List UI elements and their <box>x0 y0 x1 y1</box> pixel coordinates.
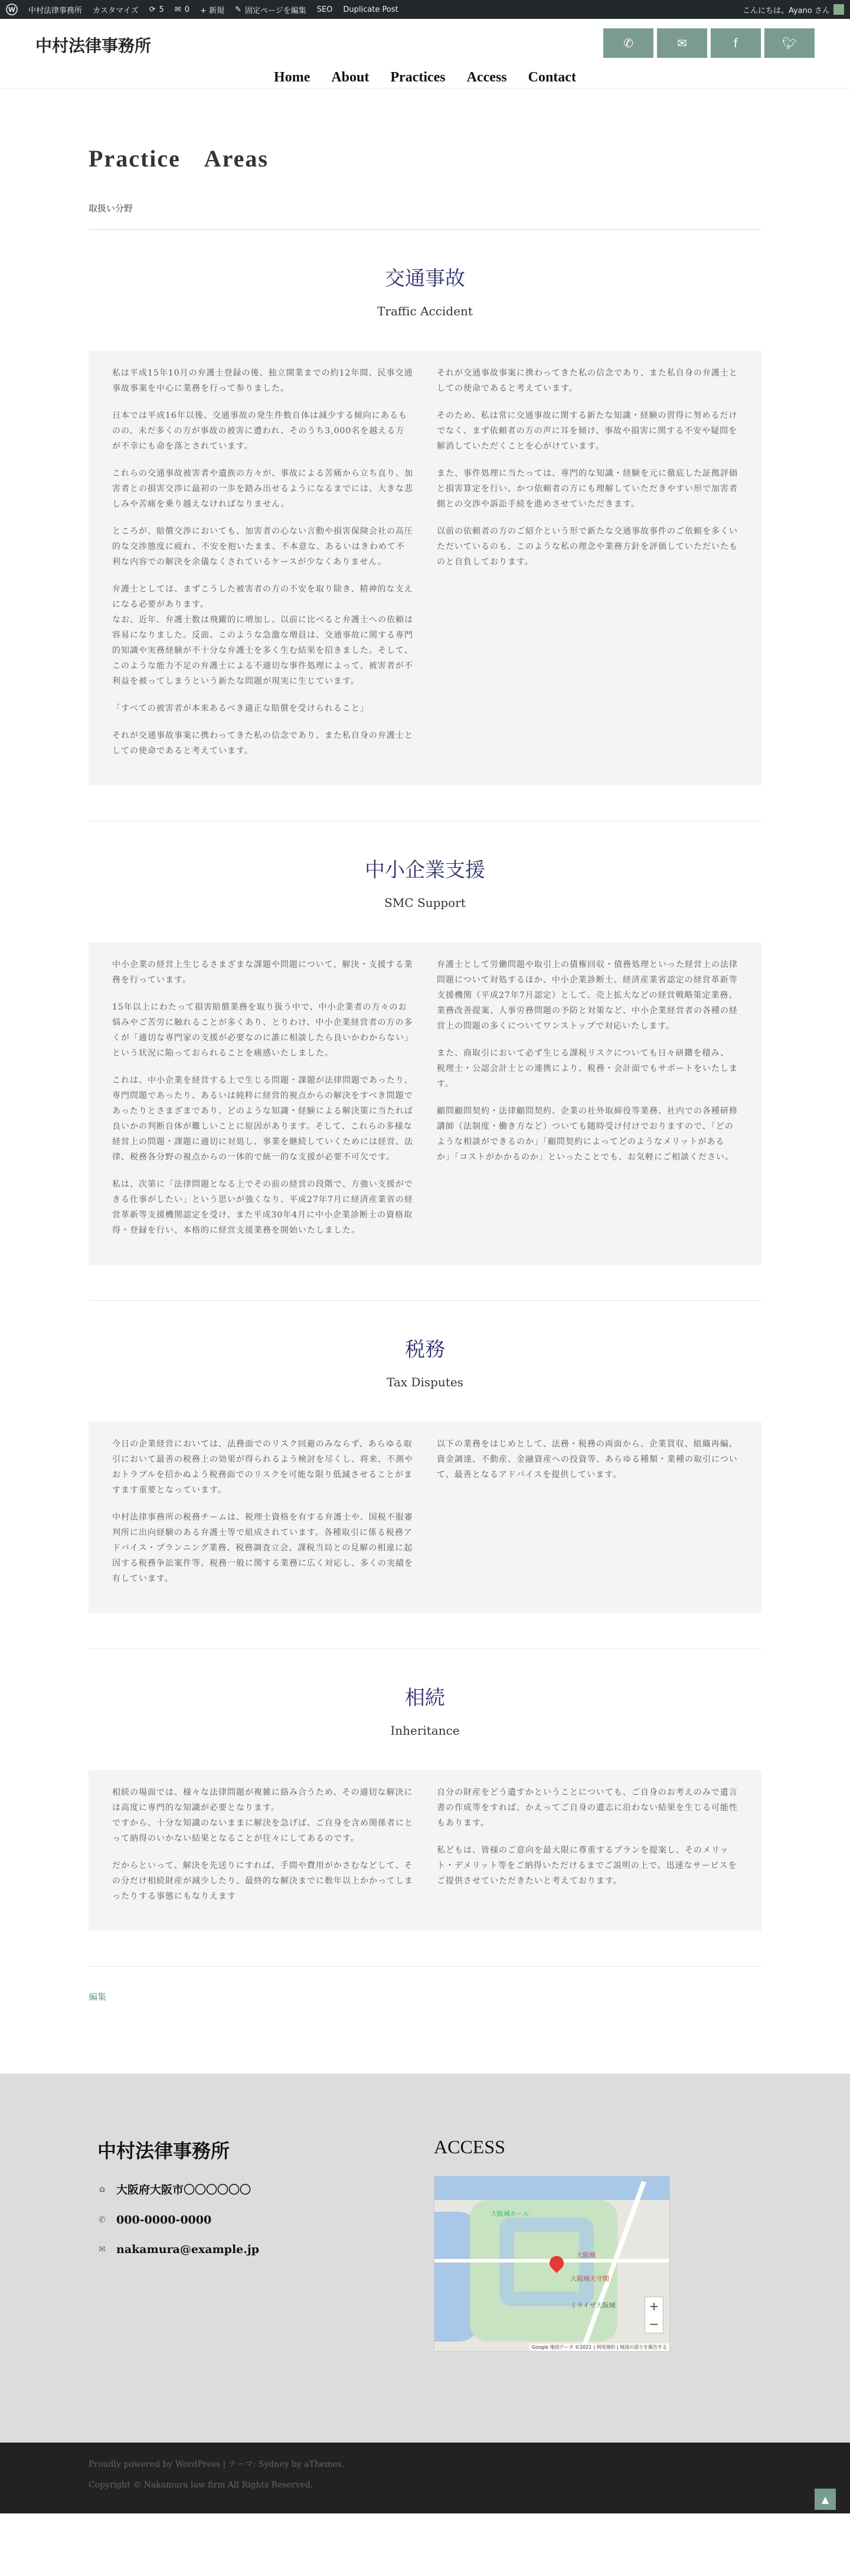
admin-updates[interactable]: ⟳ 5 <box>149 5 164 14</box>
paragraph: 中村法律事務所の税務チームは、税理士資格を有する弁護士や、国税不服審判所に出向経験のある弁護士等で組成されています。各種取引に係る税務アドバイス・プランニング業務、税務調査立会、課税当局との見解の相違に起因する税務争訟案件等、税務一般に関する業務に広く対応し、多くの実績を有しています。 <box>112 1513 413 1584</box>
paragraph: また、商取引において必ず生じる課税リスクについても日々研鑽を積み、税理士・公認会計士との連携により、税務・会計面でもサポートをいたします。 <box>437 1049 738 1089</box>
nav-about[interactable]: About <box>331 70 370 85</box>
comment-icon: ✉ <box>174 5 181 14</box>
map-water <box>434 2176 670 2200</box>
footer-access <box>434 2136 670 2352</box>
mail-icon: ✉ <box>99 2245 106 2254</box>
practice-section <box>89 1649 761 1967</box>
admin-edit-page[interactable]: ✎ 固定ページを編集 <box>235 5 306 15</box>
chevron-up-icon: ▲ <box>821 2493 829 2505</box>
admin-bar <box>0 0 850 19</box>
admin-seo[interactable]: SEO <box>316 5 333 14</box>
social-buttons <box>603 28 815 58</box>
section-title: 中小企業支援 <box>365 858 485 882</box>
nav-home[interactable]: Home <box>274 70 310 85</box>
map-attribution[interactable]: Google 地図データ ©2021 | 利用規約 | 地図の誤りを報告する <box>529 2343 669 2351</box>
section-body <box>89 351 761 785</box>
section-subtitle: Inheritance <box>390 1723 460 1738</box>
section-column-right <box>437 1785 738 1916</box>
edit-link[interactable]: 編集 <box>89 1991 107 2002</box>
practice-section <box>89 1301 761 1649</box>
paragraph: 顧問顧問契約・法律顧問契約、企業の社外取締役等業務、社内での各種研修講師（法制度・働き方など）ついても随時受け付けでおりますので、「どのような相談ができるのか」「顧問契約によってどのようなメリットがあるか」「コストがかかるのか」といったことでも、お気軽にご相談ください。 <box>437 1106 738 1162</box>
mail-icon[interactable]: ✉ <box>657 28 707 58</box>
practice-section <box>89 230 761 821</box>
paragraph: 弁護士としては、まずこうした被害者の方の不安を取り除き、精神的な支えになる必要があります。 なお、近年、弁護士数は飛躍的に増加し、以前に比べると弁護士への依頼は容易になりました。反面、このような急激な増員は、交通事故に関する専門的知識や実務経験が不十分な弁護士を多く生む結果を招きました。そして、このような能力不足の弁護士による不適切な事件処理によって、被害者が不利益を被ってしまうという新たな問題が現実に生じています。 <box>112 585 413 686</box>
breadcrumb: 取扱い分野 <box>89 202 761 230</box>
paragraph: 「すべての被害者が本来あるべき適正な賠償を受けられること」 <box>112 704 369 713</box>
section-column-left <box>112 957 413 1250</box>
map-label-pin: 大阪城 <box>576 2251 596 2259</box>
home-icon: ⌂ <box>99 2184 106 2194</box>
wordpress-logo-icon[interactable]: W <box>6 4 18 15</box>
nav-practices[interactable]: Practices <box>390 70 446 85</box>
paragraph: 私は、次第に「法律問題となる上でその前の経営の段階で、方強い支援ができる仕事がしたい」という思いが強くなり、平成27年7月に経済産業省の経営革新等支援機関認定を受け、また平成30年4月に中小企業診断士の資格取得・登録を行い、本格的に経営支援業務を開始いたしました。 <box>112 1180 413 1235</box>
section-body <box>89 1422 761 1613</box>
practice-section <box>89 821 761 1301</box>
paragraph: 私は平成15年10月の弁護士登録の後、独立開業までの約12年間、民事交通事故事案を中心に業務を行って参りました。 <box>112 368 413 393</box>
footer-widgets <box>0 2074 850 2443</box>
section-column-left <box>112 365 413 770</box>
paragraph: 自分の財産をどう遺すかということについても、ご自身のお考えのみで遺言書の作成等をすれば、かえってご自身の遺志に沿わない結果を生じる可能性もあります。 <box>437 1788 738 1828</box>
map-zoom-control <box>645 2297 663 2333</box>
page-title: Practice Areas <box>89 145 269 172</box>
twitter-icon[interactable]: 🐦︎ <box>764 28 815 58</box>
paragraph: これは、中小企業を経営する上で生じる問題・課題が法律問題であったり、専門問題であったり、あるいは純粋に経営的視点からの解決をすべき問題であったりとさまざまであり、どのような知識・経験による解決策に当たれば良いかの判断自体が難しいことに原因があります。そして、これらの多様な経営上の問題・課題に適切に対処し、事業を継続していくためには経営、法律、税務各分野の視点からの一体的で統一的な支援が必要不可欠です。 <box>112 1076 413 1162</box>
section-column-right <box>437 365 738 770</box>
zoom-out-button[interactable]: − <box>649 2317 659 2331</box>
footer-firm-name: 中村法律事務所 <box>97 2140 230 2162</box>
zoom-in-button[interactable]: + <box>649 2299 659 2313</box>
paragraph: 15年以上にわたって損害賠償業務を取り扱う中で、中小企業者の方々のお悩みやご苦労に触れることが多くあり、とりわけ、中小企業経営者の方の多くが「適切な専門家の支援が必要なのに誰に相談したら良いかわからない」という状況に陥っておられることを痛感いたしました。 <box>112 1003 413 1058</box>
admin-comments[interactable]: ✉ 0 <box>174 5 190 14</box>
footer-address: ⌂ 大阪府大阪市〇〇〇〇〇〇 <box>97 2181 259 2197</box>
paragraph: 弁護士として労働問題や取引上の債権回収・債務処理といった経営上の法律問題について対処するほか、中小企業診断士、経済産業省認定の経営革新等支援機関（平成27年7月認定）として、売上拡大などの経営戦略策定業務、業務改善提案、人事労務問題の予防と対策など、中小企業経営者の各種の経営上の問題の多くについてワンストップで対応いたします。 <box>437 960 738 1031</box>
section-column-right <box>437 1436 738 1598</box>
avatar <box>833 4 844 15</box>
practice-sections <box>89 230 761 1967</box>
section-column-left <box>112 1785 413 1916</box>
paragraph: それが交通事故事案に携わってきた私の信念であり、また私自身の弁護士としての使命であると考えています。 <box>437 368 738 393</box>
back-to-top-button[interactable] <box>815 2489 836 2510</box>
pencil-icon: ✎ <box>235 5 241 14</box>
paragraph: ところが、賠償交渉においても、加害者の心ない言動や損害保険会社の高圧的な交渉態度に疲れ、不安を抱いたまま、不本意な、あるいはきわめて不利な内容での解決を余儀なくされているケースが少なくありません。 <box>112 527 413 567</box>
section-body <box>89 942 761 1265</box>
footer-contact <box>97 2136 259 2273</box>
section-title: 税務 <box>405 1338 445 1362</box>
footer-email[interactable]: ✉ nakamura@example.jp <box>97 2243 259 2256</box>
section-subtitle: Traffic Accident <box>377 304 473 318</box>
section-title: 相続 <box>405 1686 445 1710</box>
facebook-icon[interactable]: f <box>711 28 761 58</box>
map-label-hall: 大阪城ホール <box>491 2210 529 2218</box>
map-label-park: ミライザ大阪城 <box>570 2301 616 2309</box>
section-title: 交通事故 <box>385 267 465 290</box>
paragraph: 今日の企業経営においては、法務面でのリスク回避のみならず、あらゆる取引において最善の税務上の効果が得られるよう検討を尽くし、将来、不測やおトラブルを招かぬよう税務面でのリスクを可能な限り低減させることがますます重要となっています。 <box>112 1439 413 1495</box>
updates-icon: ⟳ <box>149 5 156 14</box>
admin-site-name[interactable]: 中村法律事務所 <box>28 6 83 15</box>
copyright: Copyright © Nakamura law firm All Rights Reserved. <box>89 2480 313 2490</box>
phone-icon[interactable]: ✆ <box>603 28 653 58</box>
section-subtitle: Tax Disputes <box>387 1375 463 1389</box>
nav-contact[interactable]: Contact <box>528 70 576 85</box>
paragraph: これらの交通事故被害者や遺族の方々が、事故による苦痛から立ち直り、加害者との損害交渉に最初の一歩を踏み出せるようになるまでには、大きな悲しみや苦痛を乗り越えなければなりません。 <box>112 469 413 509</box>
admin-greeting[interactable]: こんにちは、Ayano さん <box>743 4 844 15</box>
powered-by[interactable]: Proudly powered by WordPress | テーマ: Sydney by aThemes. <box>89 2460 345 2469</box>
google-map[interactable] <box>434 2176 670 2352</box>
section-body <box>89 1770 761 1931</box>
paragraph: また、事件処理に当たっては、専門的な知識・経験を元に徹底した証拠評価と損害算定を行い、かつ依頼者の方にも理解していただきやすい形で加害者側との交渉や訴訟手続を進めさせていただきます。 <box>437 469 738 509</box>
paragraph: 私どもは、皆様のご意向を最大限に尊重するプランを提案し、そのメリット・デメリット等をご納得いただけるまでご説明の上で、迅速なサービスをご提供させていただきたいと考えております。 <box>437 1846 737 1886</box>
main-content <box>89 145 761 2003</box>
map-label-castle: 大阪城天守閣 <box>570 2275 609 2283</box>
nav-access[interactable]: Access <box>466 70 507 85</box>
paragraph: 以下の業務をはじめとして、法務・税務の両面から、企業買収、組織再編、資金調達、不動産、金融資産への投資等、あらゆる種類・業種の取引について、最善となるアドバイスを提供しています。 <box>437 1439 738 1480</box>
section-column-left <box>112 1436 413 1598</box>
paragraph: 以前の依頼者の方のご紹介という形で新たな交通事故事件のご依頼を多くいただいているのも、このような私の理念や業務方針を評価していただいたものと自負しております。 <box>437 527 738 567</box>
paragraph: 相続の場面では、様々な法律問題が複雑に絡み合うため、その適切な解決には高度に専門的な知識が必要となります。 ですから、十分な知識のないままに解決を急げば、ご自身を含め関係者にとって納得のいかない結果となることが往々にしてあるのです。 <box>112 1788 413 1843</box>
section-subtitle: SMC Support <box>384 896 466 910</box>
paragraph: それが交通事故事案に携わってきた私の信念であり、また私自身の弁護士としての使命であると考えています。 <box>112 731 413 756</box>
paragraph: 中小企業の経営上生じるさまざまな課題や問題について、解決・支援する業務を行っています。 <box>112 960 413 985</box>
paragraph: そのため、私は常に交通事故に関する新たな知識・経験の習得に努めるだけでなく、まず依頼者の方の声に耳を傾け、事故や損害に関する不安や疑問を解消していただくことを心がけています。 <box>437 411 738 451</box>
main-nav <box>0 70 850 86</box>
site-logo[interactable]: 中村法律事務所 <box>35 36 152 55</box>
paragraph: だからといって、解決を先送りにすれば、手間や費用がかさむなどして、その分だけ相続財産が減少したり、最終的な解決までに数年以上かかってしまったりする事態にもなりえます <box>112 1861 413 1901</box>
admin-duplicate-post[interactable]: Duplicate Post <box>343 5 398 14</box>
admin-customize[interactable]: カスタマイズ <box>93 6 139 15</box>
paragraph: 日本では平成16年以後、交通事故の発生件数自体は減少する傾向にあるものの、未だ多くの方が事故の被害に遭われ、そのうち3,000名を越える方が不幸にも命を落とされています。 <box>112 411 407 451</box>
admin-new[interactable]: + 新規 <box>200 6 225 15</box>
phone-icon: ✆ <box>99 2215 106 2225</box>
footer-phone[interactable]: ✆ 000-0000-0000 <box>97 2213 259 2226</box>
site-footer <box>0 2443 850 2513</box>
site-header <box>0 19 850 89</box>
access-title: ACCESS <box>434 2136 505 2157</box>
section-column-right <box>437 957 738 1250</box>
